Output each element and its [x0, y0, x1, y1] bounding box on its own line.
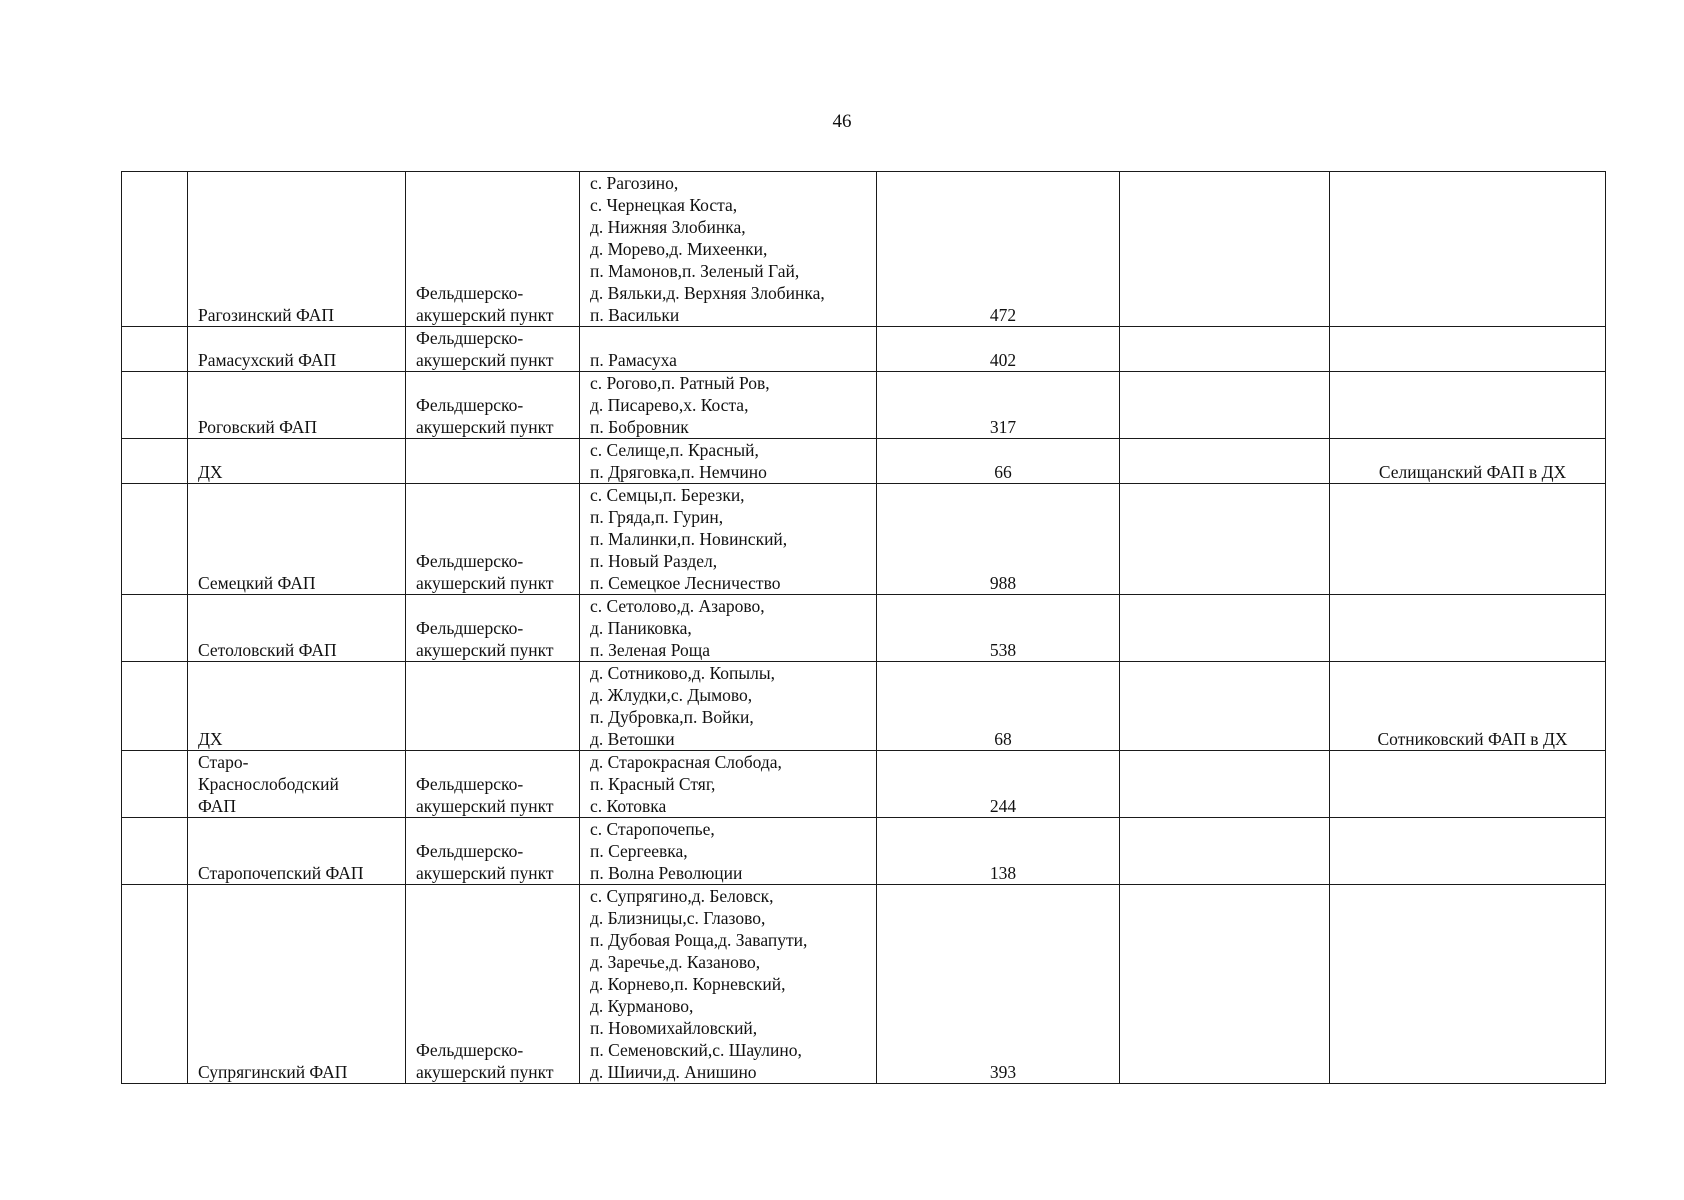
row-number-cell — [122, 751, 188, 818]
served-localities-cell-line: д. Жлудки,с. Дымово, — [590, 685, 753, 705]
table-row — [122, 439, 1606, 484]
note-cell: Селищанский ФАП в ДХ — [1330, 439, 1606, 484]
row-number-cell — [122, 484, 188, 595]
row-number-cell — [122, 885, 188, 1084]
note-cell — [1330, 484, 1606, 595]
served-localities-cell-line: д. Старокрасная Слобода, — [590, 752, 782, 772]
served-localities-cell-line: с. Рогово,п. Ратный Ров, — [590, 373, 770, 393]
facility-name-cell-line: Старопочепский ФАП — [198, 863, 364, 883]
facility-name-cell — [188, 372, 406, 439]
served-localities-cell-line: д. Сотниково,д. Копылы, — [590, 663, 776, 683]
note-cell — [1330, 751, 1606, 818]
table-row — [122, 327, 1606, 372]
facility-type-cell — [406, 372, 580, 439]
facility-name-cell — [188, 484, 406, 595]
facility-name-cell-line: Сетоловский ФАП — [198, 640, 337, 660]
served-localities-cell-line: п. Новомихайловский, — [590, 1018, 758, 1038]
row-number-cell — [122, 818, 188, 885]
table-row — [122, 751, 1606, 818]
row-number-cell — [122, 439, 188, 484]
empty-cell — [1120, 484, 1330, 595]
served-localities-cell-line: п. Гряда,п. Гурин, — [590, 507, 724, 527]
served-localities-cell-line: п. Новый Раздел, — [590, 551, 718, 571]
row-number-cell — [122, 662, 188, 751]
population-cell: 66 — [877, 439, 1120, 484]
table-row — [122, 662, 1606, 751]
served-localities-cell — [580, 372, 877, 439]
served-localities-cell-line: д. Паниковка, — [590, 618, 692, 638]
served-localities-cell-line: д. Писарево,х. Коста, — [590, 395, 749, 415]
facility-type-cell — [406, 172, 580, 327]
facility-type-cell-line: акушерский пункт — [416, 640, 554, 660]
served-localities-cell — [580, 818, 877, 885]
served-localities-cell-line: д. Морево,д. Михеенки, — [590, 239, 768, 259]
table-row — [122, 595, 1606, 662]
table-row — [122, 172, 1606, 327]
empty-cell — [1120, 595, 1330, 662]
empty-cell — [1120, 327, 1330, 372]
facility-name-cell-line: Семецкий ФАП — [198, 573, 316, 593]
served-localities-cell — [580, 172, 877, 327]
facility-type-cell-line: Фельдшерско- — [416, 841, 524, 861]
served-localities-cell-line: с. Семцы,п. Березки, — [590, 485, 745, 505]
row-number-cell — [122, 327, 188, 372]
population-cell: 244 — [877, 751, 1120, 818]
served-localities-cell-line: с. Котовка — [590, 796, 667, 816]
facility-name-cell — [188, 751, 406, 818]
served-localities-cell-line: п. Рамасуха — [590, 350, 677, 370]
note-cell — [1330, 818, 1606, 885]
empty-cell — [1120, 172, 1330, 327]
facility-type-cell-line: акушерский пункт — [416, 573, 554, 593]
facility-type-cell — [406, 885, 580, 1084]
empty-cell — [1120, 751, 1330, 818]
served-localities-cell-line: п. Малинки,п. Новинский, — [590, 529, 788, 549]
facility-name-cell-line: Супрягинский ФАП — [198, 1062, 348, 1082]
served-localities-cell-line: д. Шиичи,д. Анишино — [590, 1062, 757, 1082]
facility-type-cell — [406, 439, 580, 484]
served-localities-cell-line: д. Заречье,д. Казаново, — [590, 952, 761, 972]
facility-name-cell-line: ФАП — [198, 796, 236, 816]
note-cell — [1330, 372, 1606, 439]
facility-name-cell-line: Старо- — [198, 752, 249, 772]
facility-type-cell-line: Фельдшерско- — [416, 283, 524, 303]
facility-type-cell-line: Фельдшерско- — [416, 618, 524, 638]
facility-name-cell — [188, 439, 406, 484]
facility-type-cell-line: акушерский пункт — [416, 305, 554, 325]
population-cell: 472 — [877, 172, 1120, 327]
facility-type-cell — [406, 327, 580, 372]
served-localities-cell-line: п. Волна Революции — [590, 863, 743, 883]
served-localities-cell-line: д. Нижняя Злобинка, — [590, 217, 746, 237]
facility-name-cell-line: Краснослободский — [198, 774, 339, 794]
facility-type-cell-line: Фельдшерско- — [416, 328, 524, 348]
row-number-cell — [122, 595, 188, 662]
served-localities-cell-line: п. Дубровка,п. Войки, — [590, 707, 754, 727]
empty-cell — [1120, 372, 1330, 439]
served-localities-cell-line: п. Дряговка,п. Немчино — [590, 462, 767, 482]
served-localities-cell-line: д. Курманово, — [590, 996, 694, 1016]
served-localities-cell — [580, 327, 877, 372]
facility-type-cell — [406, 662, 580, 751]
table-row — [122, 885, 1606, 1084]
row-number-cell — [122, 372, 188, 439]
facility-name-cell — [188, 327, 406, 372]
facility-name-cell — [188, 662, 406, 751]
served-localities-cell-line: д. Ветошки — [590, 729, 675, 749]
facility-name-cell-line: ДХ — [198, 462, 223, 482]
served-localities-cell-line: п. Мамонов,п. Зеленый Гай, — [590, 261, 800, 281]
served-localities-cell-line: п. Дубовая Роща,д. Завапути, — [590, 930, 808, 950]
facility-type-cell — [406, 484, 580, 595]
served-localities-cell-line: п. Красный Стяг, — [590, 774, 716, 794]
population-cell: 393 — [877, 885, 1120, 1084]
served-localities-cell-line: с. Сетолово,д. Азарово, — [590, 596, 765, 616]
population-cell: 402 — [877, 327, 1120, 372]
facility-name-cell-line: Рамасухский ФАП — [198, 350, 337, 370]
facility-type-cell-line: Фельдшерско- — [416, 1040, 524, 1060]
empty-cell — [1120, 818, 1330, 885]
served-localities-cell — [580, 595, 877, 662]
served-localities-cell-line: д. Вяльки,д. Верхняя Злобинка, — [590, 283, 825, 303]
served-localities-cell-line: с. Селище,п. Красный, — [590, 440, 759, 460]
served-localities-cell — [580, 751, 877, 818]
facility-type-cell-line: Фельдшерско- — [416, 551, 524, 571]
facility-name-cell-line: Рагозинский ФАП — [198, 305, 335, 325]
empty-cell — [1120, 439, 1330, 484]
page-number: 46 — [832, 111, 852, 132]
served-localities-cell — [580, 439, 877, 484]
table-row — [122, 372, 1606, 439]
facility-type-cell — [406, 595, 580, 662]
facility-type-cell-line: акушерский пункт — [416, 350, 554, 370]
facility-type-cell — [406, 818, 580, 885]
table-row — [122, 484, 1606, 595]
served-localities-cell-line: с. Рагозино, — [590, 173, 679, 193]
table-row — [122, 818, 1606, 885]
served-localities-cell-line: п. Сергеевка, — [590, 841, 688, 861]
served-localities-cell-line: п. Бобровник — [590, 417, 689, 437]
empty-cell — [1120, 885, 1330, 1084]
served-localities-cell-line: д. Близницы,с. Глазово, — [590, 908, 766, 928]
population-cell: 317 — [877, 372, 1120, 439]
note-cell — [1330, 885, 1606, 1084]
facility-name-cell — [188, 595, 406, 662]
facility-name-cell-line: Роговский ФАП — [198, 417, 318, 437]
facility-name-cell-line: ДХ — [198, 729, 223, 749]
served-localities-cell-line: п. Зеленая Роща — [590, 640, 710, 660]
served-localities-cell — [580, 484, 877, 595]
facility-type-cell-line: акушерский пункт — [416, 417, 554, 437]
row-number-cell — [122, 172, 188, 327]
served-localities-cell-line: п. Семеновский,с. Шаулино, — [590, 1040, 802, 1060]
facility-name-cell — [188, 818, 406, 885]
served-localities-cell-line: п. Семецкое Лесничество — [590, 573, 781, 593]
served-localities-cell-line: с. Старопочепье, — [590, 819, 715, 839]
facility-type-cell — [406, 751, 580, 818]
population-cell: 538 — [877, 595, 1120, 662]
empty-cell — [1120, 662, 1330, 751]
served-localities-cell-line: п. Васильки — [590, 305, 680, 325]
population-cell: 988 — [877, 484, 1120, 595]
population-cell: 68 — [877, 662, 1120, 751]
facility-name-cell — [188, 172, 406, 327]
facility-type-cell-line: акушерский пункт — [416, 863, 554, 883]
population-cell: 138 — [877, 818, 1120, 885]
served-localities-cell-line: д. Корнево,п. Корневский, — [590, 974, 786, 994]
note-cell — [1330, 595, 1606, 662]
facility-table — [121, 171, 1606, 1084]
note-cell: Сотниковский ФАП в ДХ — [1330, 662, 1606, 751]
facility-name-cell — [188, 885, 406, 1084]
served-localities-cell — [580, 885, 877, 1084]
note-cell — [1330, 172, 1606, 327]
facility-type-cell-line: акушерский пункт — [416, 796, 554, 816]
served-localities-cell-line: с. Чернецкая Коста, — [590, 195, 738, 215]
facility-type-cell-line: Фельдшерско- — [416, 774, 524, 794]
facility-type-cell-line: акушерский пункт — [416, 1062, 554, 1082]
served-localities-cell-line: с. Супрягино,д. Беловск, — [590, 886, 774, 906]
note-cell — [1330, 327, 1606, 372]
served-localities-cell — [580, 662, 877, 751]
facility-type-cell-line: Фельдшерско- — [416, 395, 524, 415]
